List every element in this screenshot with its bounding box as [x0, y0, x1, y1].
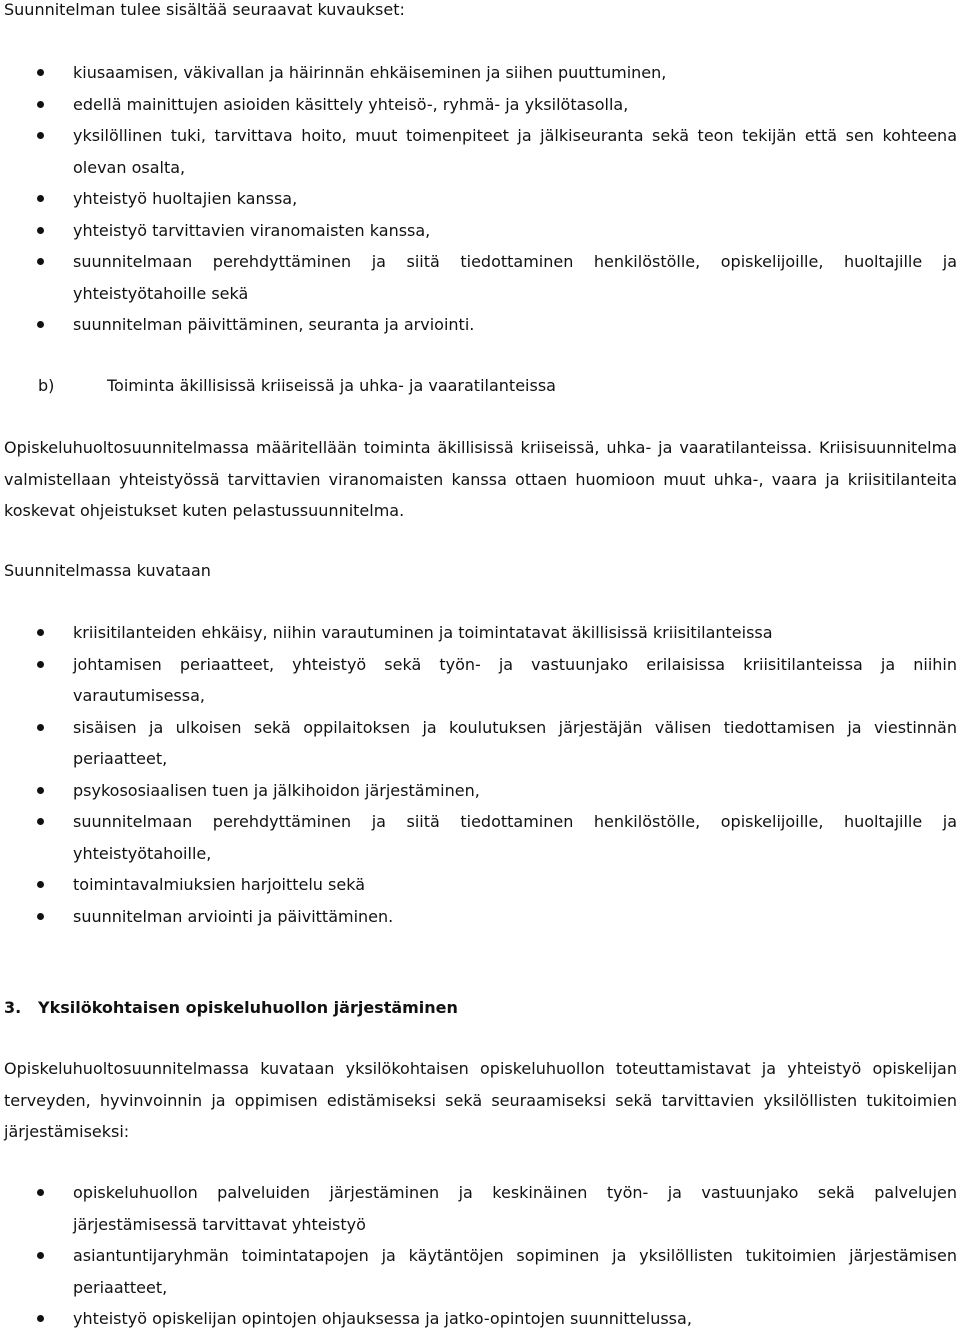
- subheading-label: b): [38, 376, 55, 395]
- bullet-icon: [37, 258, 44, 265]
- list-item: suunnitelmaan perehdyttäminen ja siitä tiedottaminen henkilöstölle, opiskelijoille, huoltajille ja yhteistyötahoille sekä: [0, 246, 960, 309]
- bullet-icon: [37, 132, 44, 139]
- bullet-icon: [37, 724, 44, 731]
- list-item: yhteistyö opiskelijan opintojen ohjauksessa ja jatko-opintojen suunnittelussa,: [0, 1303, 960, 1335]
- list-item: yhteistyö tarvittavien viranomaisten kanssa,: [0, 215, 960, 247]
- list-item: johtamisen periaatteet, yhteistyö sekä työn- ja vastuunjako erilaisissa kriisitilanteissa ja niihin varautumisessa,: [0, 649, 960, 712]
- list-item: sisäisen ja ulkoisen sekä oppilaitoksen ja koulutuksen järjestäjän välisen tiedottamisen ja viestinnän periaatteet,: [0, 712, 960, 775]
- bullet-icon: [37, 1189, 44, 1196]
- list-item: kiusaamisen, väkivallan ja häirinnän ehkäiseminen ja siihen puuttuminen,: [0, 57, 960, 89]
- bullet-icon: [37, 227, 44, 234]
- list-item: suunnitelman arviointi ja päivittäminen.: [0, 901, 960, 933]
- bullet-icon: [37, 818, 44, 825]
- bullet-icon: [37, 661, 44, 668]
- bullet-icon: [37, 629, 44, 636]
- section-number: 3.: [4, 998, 22, 1017]
- list-item: kriisitilanteiden ehkäisy, niihin varautuminen ja toimintatavat äkillisissä kriisitilanteissa: [0, 617, 960, 649]
- list-item: psykososiaalisen tuen ja jälkihoidon järjestäminen,: [0, 775, 960, 807]
- bullet-icon: [37, 101, 44, 108]
- crisis-paragraph: Opiskeluhuoltosuunnitelmassa määritellään toiminta äkillisissä kriiseissä, uhka- ja vaaratilanteissa. Kriisisuunnitelma valmistellaan yhteistyössä tarvittavien viranomaisten kanssa ottaen huomioon muut uhka-, vaara ja kriisitilanteita koskevat ohjeistukset kuten pelastussuunnitelma.: [4, 438, 957, 520]
- bullet-icon: [37, 881, 44, 888]
- bullet-icon: [37, 913, 44, 920]
- list-item: toimintavalmiuksien harjoittelu sekä: [0, 869, 960, 901]
- crisis-plan-list: [0, 617, 960, 932]
- list-item: suunnitelman päivittäminen, seuranta ja arviointi.: [0, 309, 960, 341]
- bullet-icon: [37, 69, 44, 76]
- individual-care-list: [0, 1177, 960, 1335]
- bullet-icon: [37, 321, 44, 328]
- list-item: edellä mainittujen asioiden käsittely yhteisö-, ryhmä- ja yksilötasolla,: [0, 89, 960, 121]
- list-item: asiantuntijaryhmän toimintatapojen ja käytäntöjen sopiminen ja yksilöllisten tukitoimien järjestämisen periaatteet,: [0, 1240, 960, 1303]
- list-item: yhteistyö huoltajien kanssa,: [0, 183, 960, 215]
- subheading: [38, 370, 960, 402]
- intro-text: Suunnitelman tulee sisältää seuraavat kuvaukset:: [4, 0, 405, 19]
- individual-care-paragraph: Opiskeluhuoltosuunnitelmassa kuvataan yksilökohtaisen opiskeluhuollon toteuttamistavat ja yhteistyö opiskelijan terveyden, hyvinvoinnin ja oppimisen edistämiseksi sekä seuraamiseksi sekä tarvittavien yksilöllisten tukitoimien järjestämiseksi:: [4, 1059, 957, 1141]
- list-item: opiskeluhuollon palveluiden järjestäminen ja keskinäinen työn- ja vastuunjako sekä palvelujen järjestämisessä tarvittavat yhteistyö: [0, 1177, 960, 1240]
- bullet-icon: [37, 1315, 44, 1322]
- subheading-text: Toiminta äkillisissä kriiseissä ja uhka- ja vaaratilanteissa: [107, 376, 556, 395]
- requirements-list: [0, 57, 960, 341]
- bullet-icon: [37, 787, 44, 794]
- bullet-icon: [37, 195, 44, 202]
- section-heading: [4, 992, 957, 1024]
- list-item: yksilöllinen tuki, tarvittava hoito, muut toimenpiteet ja jälkiseuranta sekä teon tekijän että sen kohteena olevan osalta,: [0, 120, 960, 183]
- list-item: suunnitelmaan perehdyttäminen ja siitä tiedottaminen henkilöstölle, opiskelijoille, huoltajille ja yhteistyötahoille,: [0, 806, 960, 869]
- plan-description-intro: Suunnitelmassa kuvataan: [4, 561, 211, 580]
- bullet-icon: [37, 1252, 44, 1259]
- section-title: Yksilökohtaisen opiskeluhuollon järjestäminen: [38, 998, 458, 1017]
